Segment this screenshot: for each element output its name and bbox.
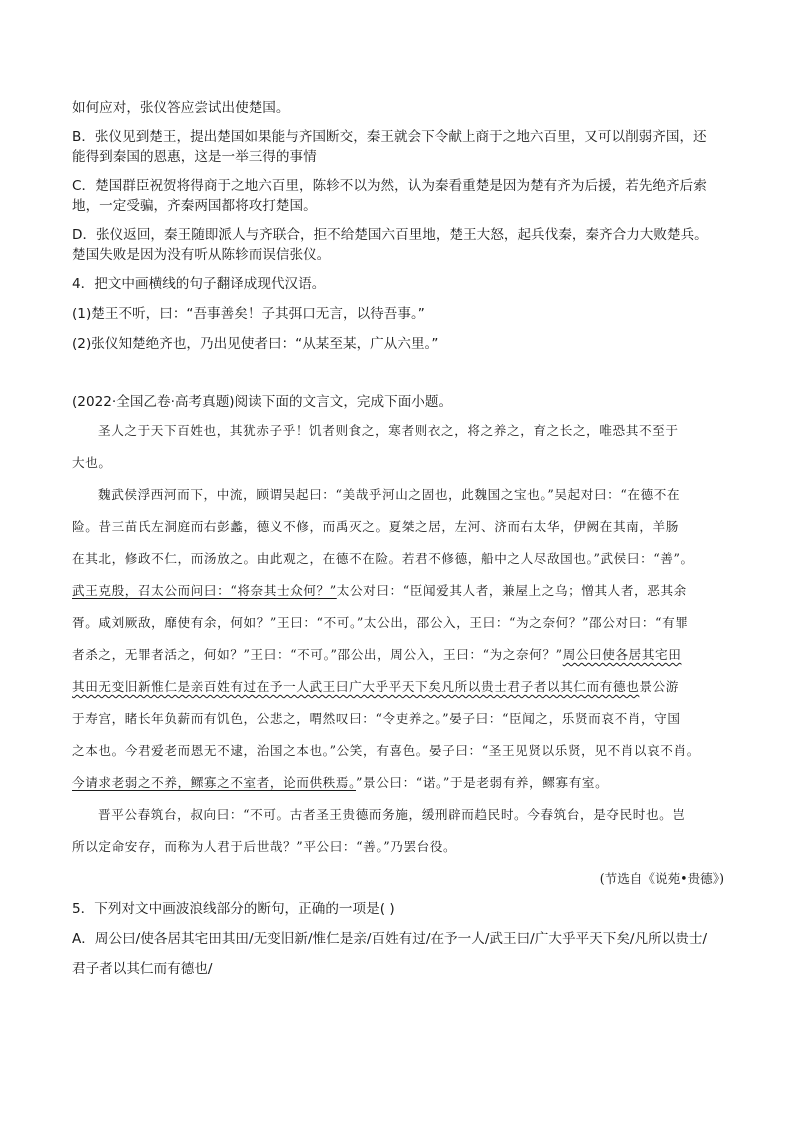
passage-p1-line-1: 圣人之于天下百姓也，其犹赤子乎！饥者则食之，寒者则衣之，将之养之，育之长之，唯恐其不至于 <box>98 423 679 438</box>
passage-text: 者杀之，无罪者活之，何如？”王曰：“不可。”邵公出，周公入，王曰：“为之奈何？” <box>72 647 563 662</box>
option-b-line-2: 能得到秦国的恩惠，这是一举三得的事情 <box>72 149 317 165</box>
question-3-options <box>72 98 724 265</box>
question-4-title: 4．把文中画横线的句子翻译成现代汉语。 <box>72 276 326 292</box>
passage-p2-line-7 <box>72 677 724 697</box>
question-4-sentence-2: (2)张仪知楚绝齐也，乃出见使者曰：“从某至某，广从六里。” <box>72 336 439 352</box>
question-5-option-a-line-2: 君子者以其仁而有德也/ <box>72 961 213 977</box>
passage-p1-line-2: 大也。 <box>72 455 112 470</box>
question-5 <box>72 899 724 979</box>
passage-p2-line-2: 险。昔三苗氏左洞庭而右彭蠡，德义不修，而禹灭之。夏桀之居，左河、济而右太华，伊阙在其南，羊肠 <box>72 519 679 534</box>
classical-passage <box>72 421 724 857</box>
passage-p3-line-1: 晋平公春筑台，叔向曰：“不可。古者圣王贵德而务施，缓刑辟而趋民时。今春筑台，是夺民时也。岂 <box>98 807 686 822</box>
passage-p2-line-10 <box>72 773 724 793</box>
question-5-option-a-line-1: A．周公曰/使各居其宅田其田/无变旧新/惟仁是亲/百姓有过/在予一人/武王曰/广大乎平天下矣/凡所以贵士/ <box>72 931 708 947</box>
wavy-underlined-segment: 周公曰使各居其宅田 <box>562 647 682 662</box>
passage-p3-line-2: 所以定命安存，而称为人君于后世哉？”平公曰：“善。”乃罢台役。 <box>72 839 457 854</box>
passage-source: (节选自《说苑•贵德》) <box>599 871 724 886</box>
option-d-line-2: 楚国失败是因为没有听从陈轸而误信张仪。 <box>72 247 331 263</box>
question-4 <box>72 274 724 354</box>
document-page <box>72 98 724 989</box>
option-b-line-1: B．张仪见到楚王，提出楚国如果能与齐国断交，秦王就会下令献上商于之地六百里，又可以削弱齐国，还 <box>72 129 707 145</box>
option-d-line-1: D．张仪返回，秦王随即派人与齐联合，拒不给楚国六百里地，楚王大怒，起兵伐秦，秦齐合力大败楚兵。 <box>72 227 708 243</box>
passage-intro: (2022·全国乙卷·高考真题)阅读下面的文言文，完成下面小题。 <box>72 394 453 410</box>
passage-p2-line-9: 之本也。今君爱老而恩无不逮，治国之本也。”公笑，有喜色。晏子曰：“圣王见贤以乐贤，见不肖以哀不肖。 <box>72 743 700 758</box>
question-4-sentence-1: (1)楚王不听，曰：“吾事善矣！子其弭口无言，以待吾事。” <box>72 306 425 322</box>
passage-p2-line-6 <box>72 645 724 665</box>
underlined-sentence-2: 今请求老弱之不养，鳏寡之不室者，论而供秩焉。 <box>72 775 356 790</box>
passage-p2-line-1: 魏武侯浮西河而下，中流，顾谓吴起曰：“美哉乎河山之固也，此魏国之宝也。”吴起对曰：“在德不在 <box>98 487 681 502</box>
passage-text: 太公对曰：“臣闻爱其人者，兼屋上之乌；憎其人者，恶其余 <box>336 583 687 598</box>
question-5-title: 5．下列对文中画波浪线部分的断句，正确的一项是( ) <box>72 901 395 917</box>
passage-p2-line-5: 胥。咸刘厥敌，靡使有余，何如？”王曰：“不可。”太公出，邵公入，王曰：“为之奈何？”邵公对曰：“有罪 <box>72 615 689 630</box>
option-a-tail: 如何应对，张仪答应尝试出使楚国。 <box>72 100 290 116</box>
option-c-line-1: C．楚国群臣祝贺将得商于之地六百里，陈轸不以为然，认为秦看重楚是因为楚有齐为后援，若先绝齐后索 <box>72 178 707 194</box>
underlined-sentence-1: 武王克殷，召太公而问曰：“将奈其士众何？” <box>72 583 337 598</box>
wavy-underlined-segment: 其田无变旧新惟仁是亲百姓有过在予一人武王曰广大乎平天下矣凡所以贵士君子者以其仁而有德也 <box>72 679 640 694</box>
passage-p2-line-4 <box>72 581 724 601</box>
passage-text: ”景公曰：“诺。”于是老弱有养，鳏寡有室。 <box>355 775 609 790</box>
option-c-line-2: 地，一定受骗，齐秦两国都将攻打楚国。 <box>72 198 317 214</box>
section-spacer <box>72 364 724 392</box>
passage-text: 景公游 <box>639 679 679 694</box>
passage-p2-line-8: 于寿宫，睹长年负薪而有饥色，公悲之，喟然叹曰：“令吏养之。”晏子曰：“臣闻之，乐贤而哀不肖，守国 <box>72 711 681 726</box>
passage-p2-line-3: 在其北，修政不仁，而汤放之。由此观之，在德不在险。若君不修德，船中之人尽敌国也。”武侯曰：“善”。 <box>72 551 694 566</box>
